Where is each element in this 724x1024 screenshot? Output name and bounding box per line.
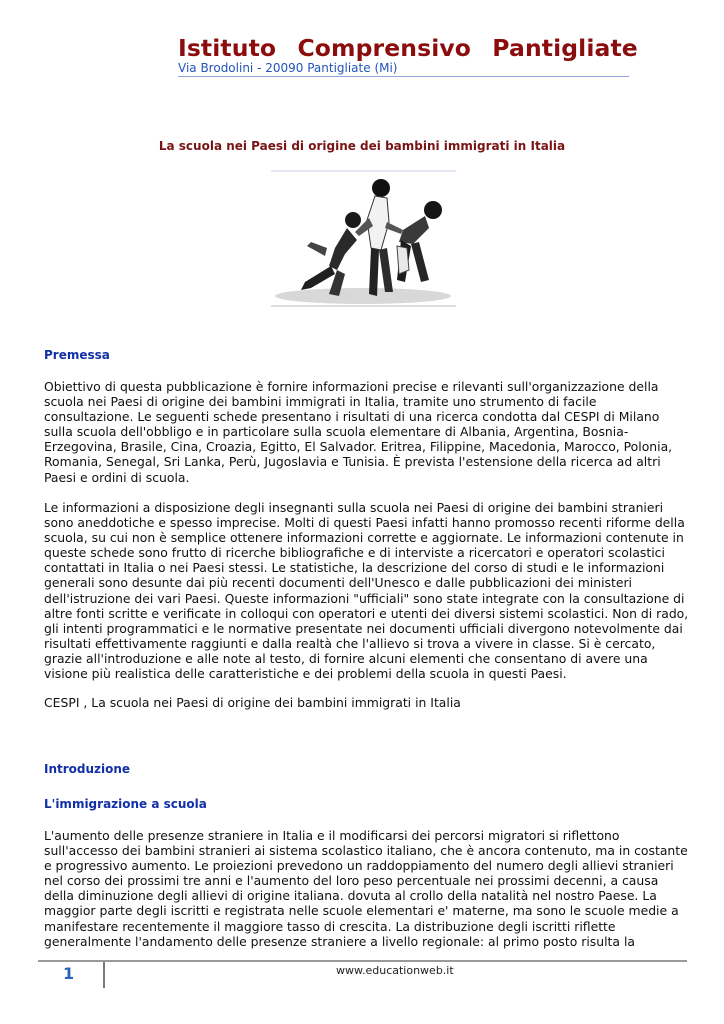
text-line: Romania, Senegal, Sri Lanka, Perù, Jugoslavia e Tunisia. È prevista l'estensione della ricerca ad altri: [44, 454, 661, 470]
text-line: Paesi e ordini di scuola.: [44, 469, 190, 485]
text-line: grazie all'introduzione e alle note al testo, di fornire alcuni elementi che consentano di avere una: [44, 650, 648, 666]
header-divider: [178, 76, 629, 77]
illustration-icon: [271, 170, 456, 310]
text-line: L'aumento delle presenze straniere in Italia e il modificarsi dei percorsi migratori si riflettono: [44, 828, 620, 843]
institute-title: Istituto Comprensivo Pantigliate: [178, 34, 638, 62]
premessa-citation: [44, 695, 684, 710]
text-line: scuola, su cui non è semplice ottenere informazioni corrette e aggiornate. Le informazioni contenute in: [44, 530, 684, 546]
text-line: consultazione. Le seguenti schede presentano i risultati di una ricerca condotta dal CESPI di Milano: [44, 409, 660, 425]
document-title: La scuola nei Paesi di origine dei bambini immigrati in Italia: [158, 139, 566, 153]
text-line: queste schede sono frutto di ricerche bibliografiche e di interviste a ricercatori e operatori scolastici: [44, 545, 665, 561]
text-line: manifestare recentemente il maggiore tasso di crescita. La distribuzione degli iscritti riflette: [44, 918, 616, 934]
text-line: scuola nei Paesi di origine dei bambini immigrati in Italia, tramite uno strumento di facile: [44, 394, 597, 410]
footer-vertical-divider: [103, 962, 105, 988]
children-playing-illustration: [271, 170, 456, 310]
footer-divider: [38, 960, 687, 962]
text-line: nel corso dei prossimi tre anni e l'aumento del loro peso percentuale nei prossimi decenni, a causa: [44, 873, 659, 889]
section-heading-introduzione: Introduzione: [44, 762, 131, 776]
text-line: risultati effettivamente raggiunti e dalla realtà che l'allievo si trova a vivere in classe. Si è cercato,: [44, 635, 656, 651]
text-line: gli intenti programmatici e le normative presentate nei documenti ufficiali divergono notevolmente dai: [44, 620, 683, 636]
citation-text: CESPI , La scuola nei Paesi di origine dei bambini immigrati in Italia: [44, 695, 461, 710]
text-line: Le informazioni a disposizione degli insegnanti sulla scuola nei Paesi di origine dei bambini stranieri: [44, 500, 664, 515]
text-line: sull'accesso dei bambini stranieri ai sistema scolastico italiano, che è ancora contenuto, ma in costante: [44, 843, 688, 859]
text-line: della diminuzione degli allievi di origine italiana. dovuta al crollo della natalità nel nostro Paese. La: [44, 888, 657, 904]
premessa-paragraph-2: [44, 500, 689, 682]
footer-website: www.educationweb.it: [336, 964, 454, 977]
text-line: visione più realistica delle caratteristiche e dei problemi della scuola in questi Paesi.: [44, 666, 567, 682]
immigrazione-paragraph-1: [44, 828, 688, 949]
text-line: sulla scuola dell'obbligo e in particolare sulla scuola elementare di Albania, Argentina, Bosnia-: [44, 424, 629, 440]
text-line: contattati in Italia o nei Paesi stessi. Le statistiche, la descrizione del corso di studi e le informazioni: [44, 560, 665, 576]
section-heading-immigrazione: L'immigrazione a scuola: [44, 797, 207, 811]
section-heading-premessa: Premessa: [44, 348, 110, 362]
text-line: dell'istruzione dei vari Paesi. Queste informazioni "ufficiali" sono state integrate con la consultazione di: [44, 590, 685, 606]
text-line: altre fonti scritte e verificate in colloqui con operatori e utenti dei diversi sistemi scolastici. Non di rado,: [44, 605, 689, 621]
text-line: maggior parte degli iscritti e registrata nelle scuole elementari e' materne, ma sono le scuole medie a: [44, 903, 679, 919]
text-line: e progressivo aumento. Le proiezioni prevedono un raddoppiamento del numero degli allievi stranieri: [44, 858, 674, 874]
text-line: Obiettivo di questa pubblicazione è fornire informazioni precise e rilevanti sull'organizzazione della: [44, 379, 659, 394]
text-line: sono aneddotiche e spesso imprecise. Molti di questi Paesi infatti hanno promosso recenti riforme della: [44, 515, 685, 531]
premessa-paragraph-1: [44, 379, 684, 485]
page-number: 1: [63, 964, 75, 983]
text-line: Erzegovina, Brasile, Cina, Croazia, Egitto, El Salvador. Eritrea, Filippine, Macedonia, Marocco, Polonia,: [44, 439, 673, 455]
institute-address: Via Brodolini - 20090 Pantigliate (Mi): [178, 61, 398, 75]
text-line: generalmente l'andamento delle presenze straniere a livello regionale: al primo posto risulta la: [44, 933, 635, 949]
text-line: generali sono desunte dai più recenti documenti dell'Unesco e dalle pubblicazioni dei ministeri: [44, 575, 632, 591]
